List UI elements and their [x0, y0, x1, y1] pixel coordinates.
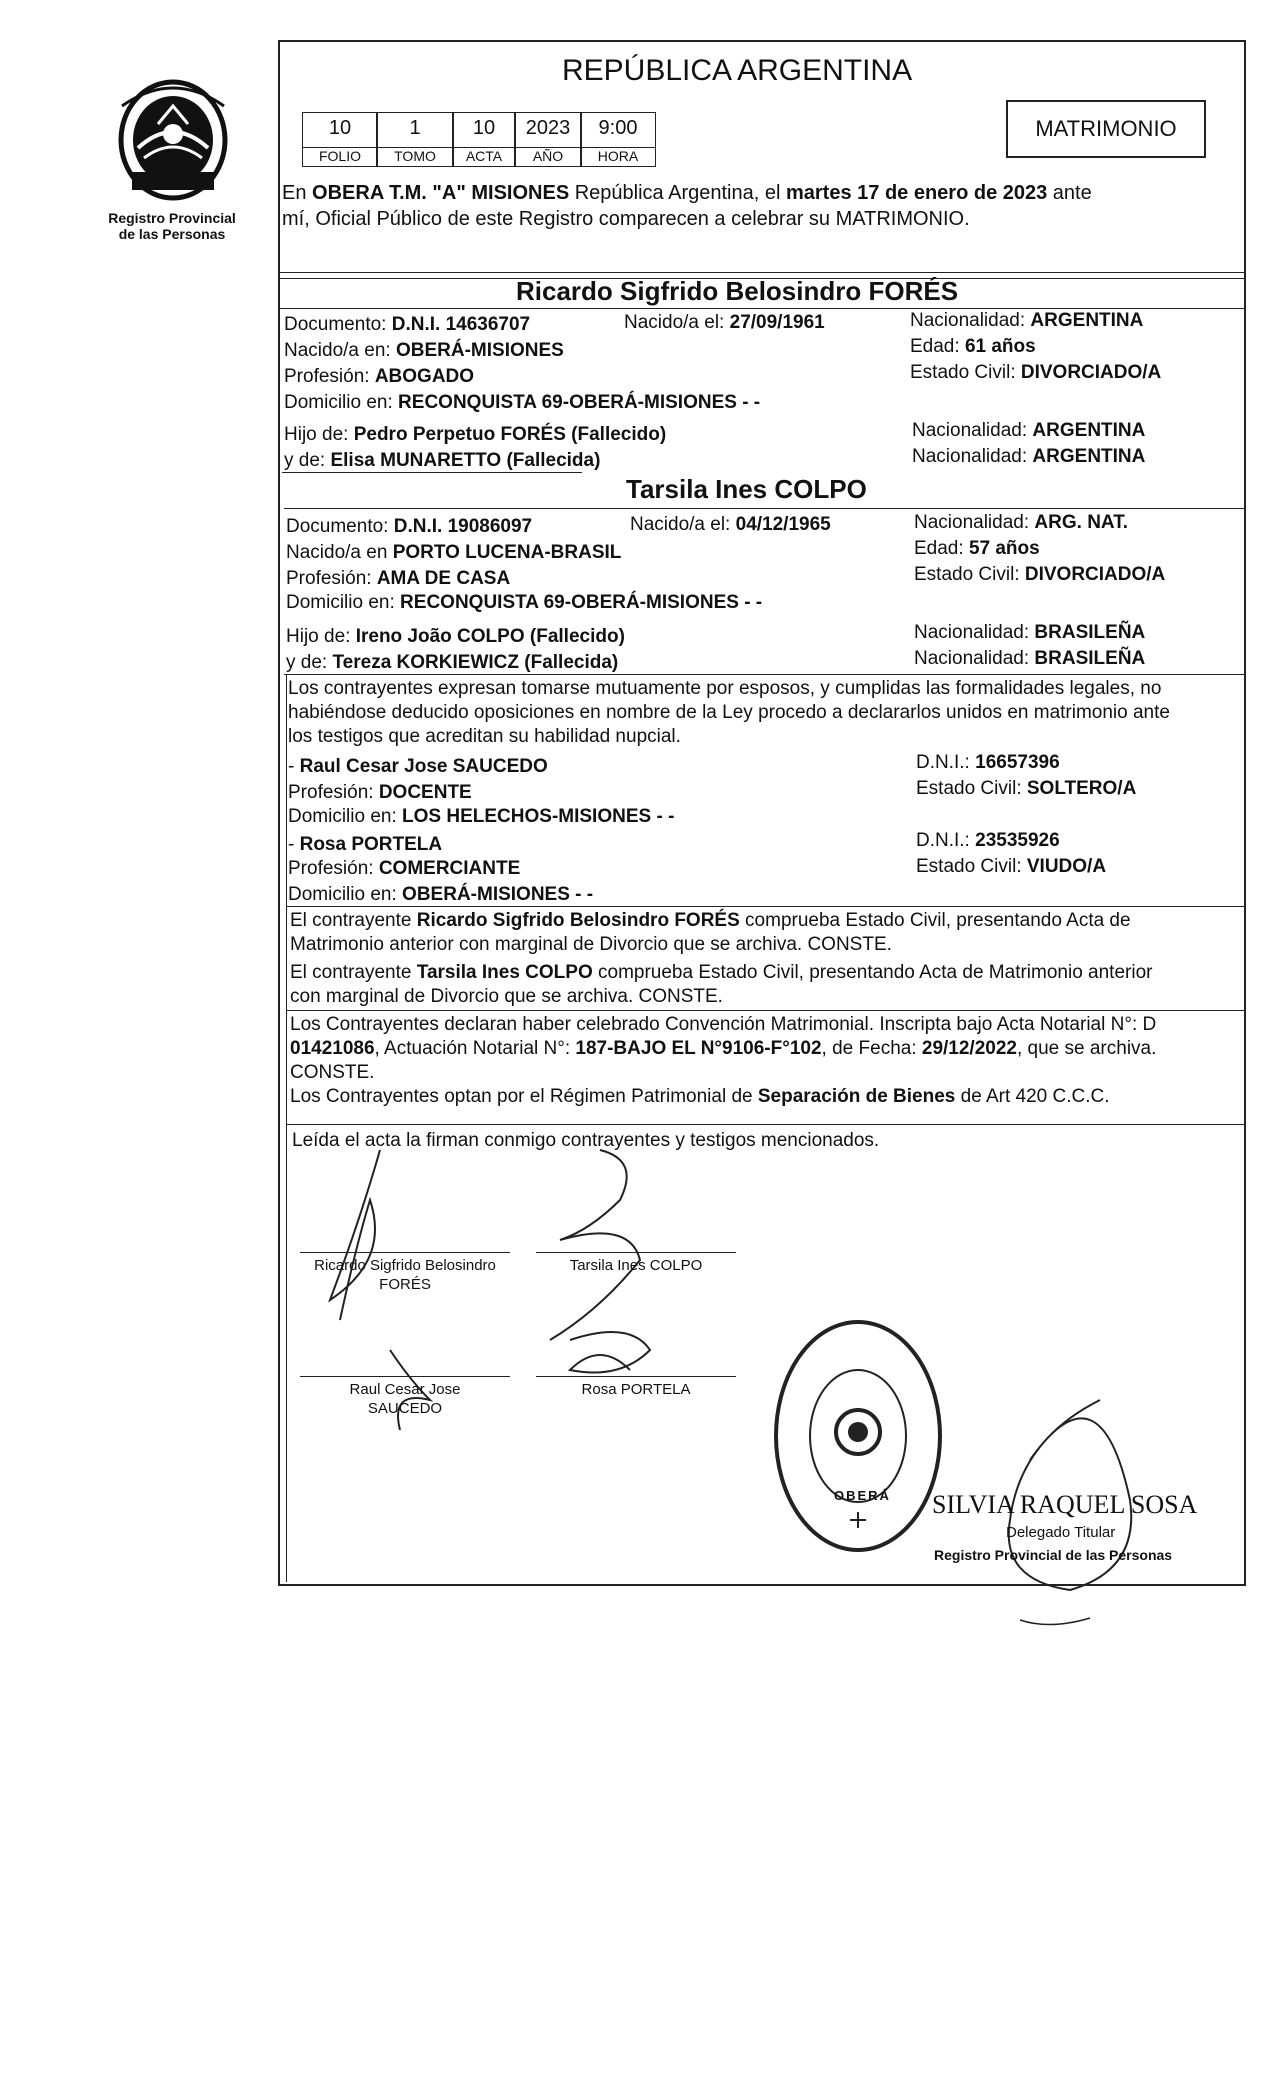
label: Nacionalidad:: [914, 622, 1035, 643]
label: Hijo de:: [286, 626, 356, 647]
label: Profesión:: [284, 366, 375, 387]
hora-value: 9:00: [580, 112, 656, 148]
label: Profesión:: [288, 782, 379, 803]
spouse2-address: [286, 592, 762, 614]
label: Nacido/a en:: [284, 340, 396, 361]
registry-stamp-icon: [770, 1316, 946, 1556]
signature-intro: Leída el acta la firman conmigo contrayentes y testigos mencionados.: [292, 1130, 880, 1151]
label: Domicilio en:: [284, 392, 399, 413]
witness2-civil-status: [916, 856, 1106, 878]
label: Edad:: [910, 336, 965, 357]
tomo-value: 1: [376, 112, 454, 148]
value: OBERÁ-MISIONES: [395, 340, 564, 361]
value: PORTO LUCENA-BRASIL: [392, 542, 622, 563]
spouse1-father-nationality: [912, 420, 1145, 442]
value: AMA DE CASA: [376, 568, 511, 589]
spouse1-father: [284, 424, 666, 446]
note-spouse2-cont: con marginal de Divorcio que se archiva. CONSTE.: [290, 986, 723, 1007]
value: 29/12/2022: [921, 1038, 1017, 1059]
value: DIVORCIADO/A: [1024, 564, 1166, 585]
divider: [278, 308, 1244, 309]
label: Estado Civil:: [916, 856, 1027, 877]
value: 01421086: [290, 1038, 375, 1059]
stamp-city: OBERÁ: [834, 1488, 891, 1503]
spouse2-father: [286, 626, 625, 648]
witness1-profession: [288, 782, 472, 804]
value: D.N.I. 19086097: [393, 516, 533, 537]
divider: [286, 1124, 1244, 1125]
divider: [284, 508, 1244, 509]
label: y de:: [284, 450, 331, 471]
value: COMERCIANTE: [378, 858, 521, 879]
value: 16657396: [975, 752, 1060, 773]
value: VIUDO/A: [1026, 856, 1107, 877]
spouse2-signature: [550, 1150, 640, 1340]
value: SOLTERO/A: [1026, 778, 1137, 799]
page-title: REPÚBLICA ARGENTINA: [562, 54, 913, 87]
name: Tarsila Ines COLPO: [416, 962, 593, 983]
official-organization: Registro Provincial de las Personas: [934, 1547, 1173, 1563]
intro-place: OBERA T.M. "A" MISIONES: [312, 182, 570, 204]
label: Profesión:: [288, 858, 379, 879]
value: LOS HELECHOS-MISIONES - -: [402, 806, 675, 827]
label: D.N.I.:: [916, 752, 976, 773]
value: Tereza KORKIEWICZ (Fallecida): [332, 652, 619, 673]
text: El contrayente: [290, 910, 417, 931]
text: , que se archiva.: [1016, 1038, 1157, 1059]
anio-label: AÑO: [514, 147, 582, 167]
spouse1-document: [284, 314, 530, 336]
intro-text-3: ante: [1047, 182, 1092, 204]
signature-line: [536, 1376, 736, 1377]
value: D.N.I. 14636707: [391, 314, 531, 335]
label: Nacionalidad:: [914, 648, 1035, 669]
label: Documento:: [286, 516, 394, 537]
signature-line: [300, 1376, 510, 1377]
spouse2-birthplace: [286, 542, 621, 564]
label: Edad:: [914, 538, 969, 559]
value: Raul Cesar Jose SAUCEDO: [299, 756, 548, 777]
value: Separación de Bienes: [757, 1086, 956, 1107]
spouse1-signature: [330, 1150, 380, 1320]
spouse1-mother: [284, 450, 600, 472]
registry-name: [92, 210, 252, 242]
value: ABOGADO: [374, 366, 475, 387]
label: Documento:: [284, 314, 392, 335]
label: D.N.I.:: [916, 830, 976, 851]
registry-name-line1: Registro Provincial: [108, 210, 236, 226]
spouse2-age: [914, 538, 1040, 560]
text: comprueba Estado Civil, presentando Acta de: [739, 910, 1131, 931]
value: Pedro Perpetuo FORÉS (Fallecido): [353, 424, 667, 445]
official-stamp: [770, 1316, 946, 1556]
spouse2-mother: [286, 652, 618, 674]
registry-logo: [104, 76, 242, 206]
value: Elisa MUNARETTO (Fallecida): [330, 450, 601, 471]
label: Nacido/a en: [286, 542, 393, 563]
line: FORÉS: [379, 1276, 431, 1293]
text: El contrayente: [290, 962, 417, 983]
label: Nacionalidad:: [912, 420, 1033, 441]
value: 27/09/1961: [729, 312, 825, 333]
spouse1-name: Ricardo Sigfrido Belosindro FORÉS: [516, 276, 959, 306]
label: y de:: [286, 652, 333, 673]
label: Nacido/a el:: [624, 312, 730, 333]
line: Raul Cesar Jose: [349, 1381, 461, 1398]
witness2-profession: [288, 858, 520, 880]
text: , de Fecha:: [821, 1038, 922, 1059]
divider: [286, 906, 1244, 907]
declaration-line-2: habiéndose deducido oposiciones en nombre de la Ley procedo a declararlos unidos en matrimonio ante: [288, 702, 1170, 723]
signature-line: [300, 1252, 510, 1253]
convention-line-2: [290, 1038, 1156, 1060]
line: Ricardo Sigfrido Belosindro: [314, 1257, 496, 1274]
witness2-address: [288, 884, 593, 906]
value: 187-BAJO EL N°9106-F°102: [575, 1038, 822, 1059]
spouse2-civil-status: [914, 564, 1165, 586]
spouse1-age: [910, 336, 1036, 358]
label: Hijo de:: [284, 424, 354, 445]
spouse1-nationality: [910, 310, 1143, 332]
spouse1-birthdate: [624, 312, 825, 334]
witness2-dni: [916, 830, 1060, 852]
value: OBERÁ-MISIONES - -: [402, 884, 594, 905]
label: Domicilio en:: [286, 592, 401, 613]
spouse1-profession: [284, 366, 474, 388]
value: 57 años: [968, 538, 1040, 559]
convention-line-3: CONSTE.: [290, 1062, 375, 1083]
spouse1-signature-name: [300, 1256, 510, 1294]
label: Estado Civil:: [910, 362, 1021, 383]
value: DIVORCIADO/A: [1020, 362, 1162, 383]
label: Estado Civil:: [914, 564, 1025, 585]
label: Estado Civil:: [916, 778, 1027, 799]
value: ARGENTINA: [1032, 446, 1146, 467]
value: ARG. NAT.: [1034, 512, 1129, 533]
name: Ricardo Sigfrido Belosindro FORÉS: [416, 910, 740, 931]
province-seal-icon: [104, 76, 242, 206]
intro-line-1: [282, 182, 1092, 204]
label: Nacionalidad:: [914, 512, 1035, 533]
witness1-civil-status: [916, 778, 1136, 800]
witness1-address: [288, 806, 674, 828]
anio-value: 2023: [514, 112, 582, 148]
witness1-dni: [916, 752, 1060, 774]
spouse1-civil-status: [910, 362, 1161, 384]
spouse2-mother-nationality: [914, 648, 1145, 670]
spouse2-nationality: [914, 512, 1128, 534]
official-name: SILVIA RAQUEL SOSA: [932, 1490, 1198, 1519]
intro-date: martes 17 de enero de 2023: [785, 182, 1048, 204]
value: ARGENTINA: [1030, 310, 1144, 331]
official-title: Delegado Titular: [1006, 1524, 1116, 1541]
value: DOCENTE: [378, 782, 472, 803]
divider: [278, 272, 1244, 273]
note-spouse2: [290, 962, 1152, 984]
hora-label: HORA: [580, 147, 656, 167]
acta-label: ACTA: [452, 147, 516, 167]
spouse2-signature-name: Tarsila Ines COLPO: [569, 1257, 703, 1274]
value: ARGENTINA: [1032, 420, 1146, 441]
witness2-name: - Rosa PORTELA: [288, 834, 443, 855]
folio-value: 10: [302, 112, 378, 148]
signature-line: [536, 1252, 736, 1253]
value: Ireno João COLPO (Fallecido): [355, 626, 625, 647]
note-spouse1: [290, 910, 1131, 932]
label: Domicilio en:: [288, 806, 403, 827]
intro-line-2: mí, Oficial Público de este Registro comparecen a celebrar su MATRIMONIO.: [282, 208, 970, 230]
doc-type: MATRIMONIO: [1035, 116, 1177, 141]
text: , Actuación Notarial N°:: [374, 1038, 576, 1059]
label: Domicilio en:: [288, 884, 403, 905]
value: BRASILEÑA: [1034, 622, 1146, 643]
declaration-line-3: los testigos que acreditan su habilidad nupcial.: [288, 726, 681, 747]
regime-line: [290, 1086, 1110, 1108]
tomo-label: TOMO: [376, 147, 454, 167]
registry-name-line2: de las Personas: [118, 226, 226, 242]
value: 04/12/1965: [735, 514, 831, 535]
spouse2-profession: [286, 568, 510, 590]
value: 61 años: [964, 336, 1036, 357]
label: Nacionalidad:: [910, 310, 1031, 331]
witness1-signature-name: [300, 1380, 510, 1418]
intro-text: En: [282, 182, 313, 204]
value: Rosa PORTELA: [299, 834, 443, 855]
value: RECONQUISTA 69-OBERÁ-MISIONES - -: [400, 592, 763, 613]
label: Profesión:: [286, 568, 377, 589]
note-spouse1-cont: Matrimonio anterior con marginal de Divorcio que se archiva. CONSTE.: [290, 934, 892, 955]
convention-line-1: Los Contrayentes declaran haber celebrado Convención Matrimonial. Inscripta bajo Acta Notarial N°: D: [290, 1014, 1157, 1035]
witness2-signature: [570, 1332, 650, 1373]
intro-text-2: República Argentina, el: [569, 182, 786, 204]
label: Nacionalidad:: [912, 446, 1033, 467]
label: Nacido/a el:: [630, 514, 736, 535]
value: RECONQUISTA 69-OBERÁ-MISIONES - -: [398, 392, 761, 413]
divider: [286, 674, 287, 1582]
value: BRASILEÑA: [1034, 648, 1146, 669]
folio-label: FOLIO: [302, 147, 378, 167]
declaration-line-1: Los contrayentes expresan tomarse mutuamente por esposos, y cumplidas las formalidades legales, no: [288, 678, 1162, 699]
line: SAUCEDO: [367, 1400, 443, 1417]
spouse2-birthdate: [630, 514, 831, 536]
witness2-signature-name: Rosa PORTELA: [581, 1381, 691, 1398]
value: 23535926: [975, 830, 1060, 851]
spouse2-document: [286, 516, 532, 538]
doc-type-box: [1006, 100, 1206, 158]
spouse1-address: [284, 392, 760, 414]
spouse1-birthplace: [284, 340, 564, 362]
divider: [286, 1010, 1244, 1011]
acta-value: 10: [452, 112, 516, 148]
divider: [282, 472, 582, 473]
text: comprueba Estado Civil, presentando Acta de Matrimonio anterior: [592, 962, 1153, 983]
text: de Art 420 C.C.C.: [955, 1086, 1110, 1107]
text: Los Contrayentes optan por el Régimen Patrimonial de: [290, 1086, 758, 1107]
divider: [284, 674, 1244, 675]
spouse2-father-nationality: [914, 622, 1145, 644]
witness1-name: - Raul Cesar Jose SAUCEDO: [288, 756, 548, 777]
spouse1-mother-nationality: [912, 446, 1145, 468]
spouse2-name: Tarsila Ines COLPO: [626, 474, 867, 504]
